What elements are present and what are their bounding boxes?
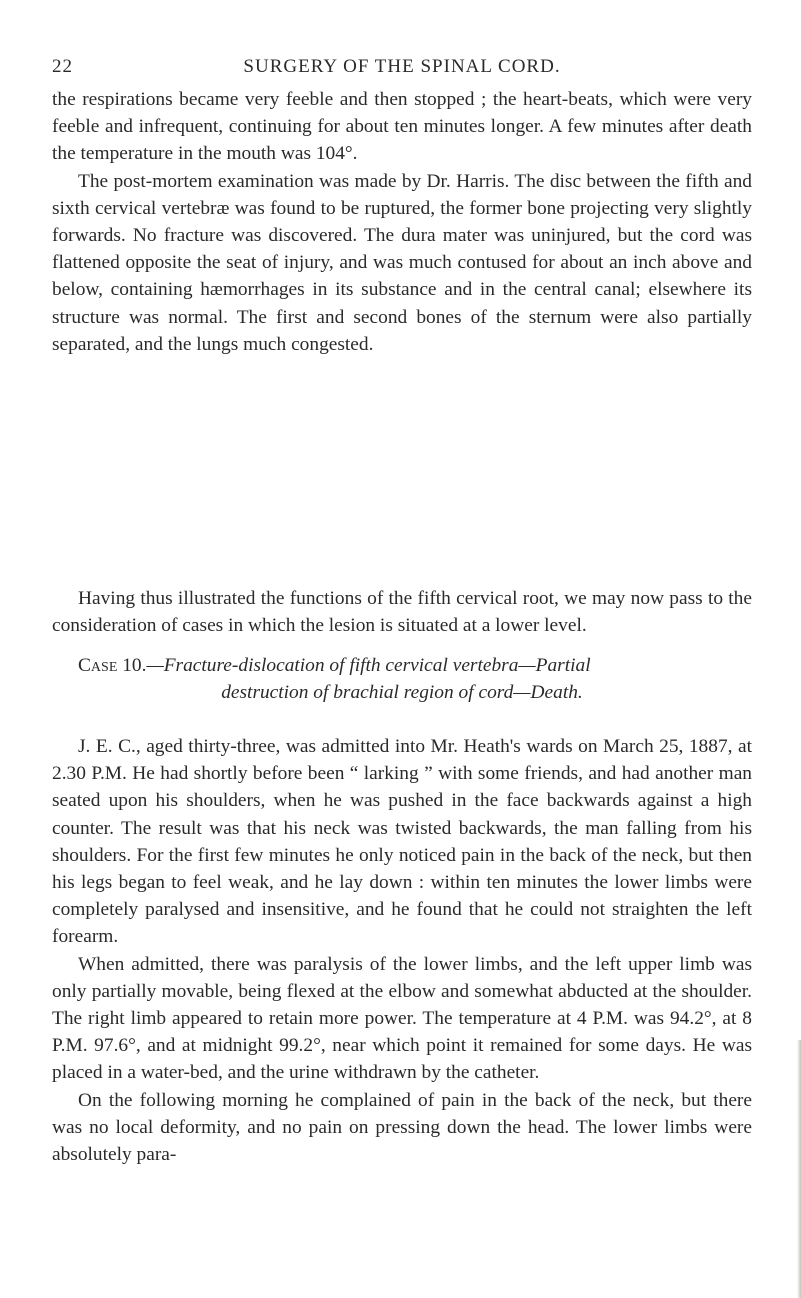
paragraph-examination: When admitted, there was paralysis of the lower limbs, and the left upper limb was only partially movable, being flexed at the elbow and somewhat abducted at the shoulder. The right limb appeared to retain more power. The temperature at 4 P.M. was 94.2°, at 8 P.M. 97.6°, and at midnight 99.2°, near which point it remained for some days. He was placed in a water-bed, and the urine withdrawn by the catheter. [52, 953, 752, 1084]
case-title-line2: destruction of brachial region of cord—Death. [221, 682, 583, 703]
transition-text [52, 585, 752, 639]
page-edge-shadow [797, 1040, 801, 1298]
running-head [52, 56, 752, 86]
paragraph-post-mortem: The post-mortem examination was made by Dr. Harris. The disc between the fifth and sixth cervical vertebræ was found to be ruptured, the former bone projecting very slightly forwards. No fracture was discovered. The dura mater was uninjured, but the cord was flattened opposite the seat of injury, and was much contused for about an inch above and below, containing hæmorrhages in its substance and in the central canal; elsewhere its structure was normal. The first and second bones of the sternum were also partially separated, and the lungs much congested. [52, 170, 752, 355]
case-continuation-text [52, 86, 752, 358]
paragraph-transition: Having thus illustrated the functions of the fifth cervical root, we may now pass to the consideration of cases in which the lesion is situated at a lower level. [52, 588, 752, 637]
running-title: SURGERY OF THE SPINAL CORD. [243, 56, 561, 77]
paragraph-death-details: the respirations became very feeble and then stopped ; the heart-beats, which were very feeble and infrequent, continuing for about ten minutes longer. A few minutes after death the temperature in the mouth was 104°. [52, 89, 752, 165]
page-number: 22 [52, 56, 73, 77]
case-title-line1: —Fracture-dislocation of fifth cervical vertebra—Partial [146, 655, 591, 676]
case-label: Case 10. [78, 655, 147, 676]
case-heading [52, 652, 752, 706]
paragraph-following-morning: On the following morning he complained of pain in the back of the neck, but there was no local deformity, and no pain on pressing down the head. The lower limbs were absolutely para- [52, 1089, 752, 1166]
case-body-text [52, 733, 752, 1168]
paragraph-admission: J. E. C., aged thirty-three, was admitted into Mr. Heath's wards on March 25, 1887, at 2.30 P.M. He had shortly before been “ larking ” with some friends, and had another man seated upon his shoulders, when he was pushed in the face backwards against a high counter. The result was that his neck was twisted backwards, the man falling from his shoulders. For the first few minutes he only noticed pain in the back of the neck, but then his legs began to feel weak, and he lay down : within ten minutes the lower limbs were completely paralysed and insensitive, and he found that he could not straighten the left forearm. [52, 736, 752, 948]
